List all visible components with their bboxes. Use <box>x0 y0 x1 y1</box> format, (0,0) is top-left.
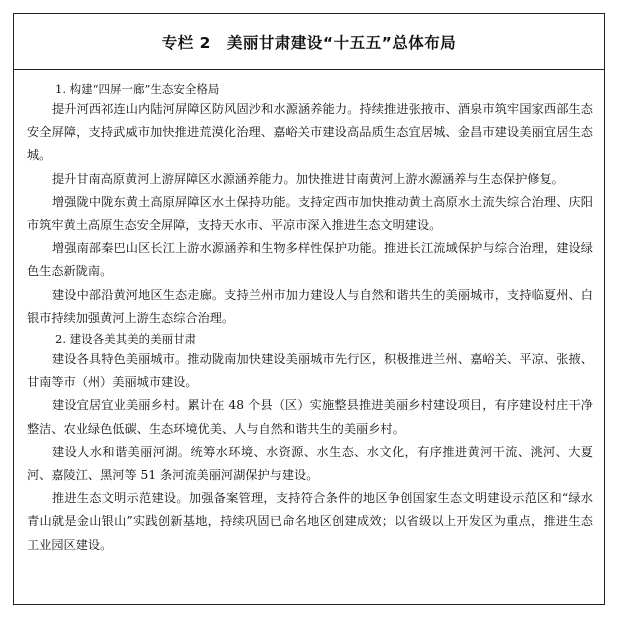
column-box <box>13 13 605 605</box>
title-bar <box>14 14 604 70</box>
section-heading: 1. 构建“四屏一廊”生态安全格局 <box>55 82 220 96</box>
paragraph: 建设人水和谐美丽河湖。统筹水环境、水资源、水生态、水文化，有序推进黄河干流、洮河、大夏河、嘉陵江、黑河等 51 条河流美丽河湖保护与建设。 <box>27 444 593 483</box>
column-content <box>14 70 604 557</box>
paragraph: 推进生态文明示范建设。加强备案管理，支持符合条件的地区争创国家生态文明建设示范区和“绿水青山就是金山银山”实践创新基地，持续巩固已命名地区创建成效；以省级以上开发区为重点，推进生态工业园区建设。 <box>27 491 593 552</box>
paragraph: 建设中部沿黄河地区生态走廊。支持兰州市加力建设人与自然和谐共生的美丽城市，支持临夏州、白银市持续加强黄河上游生态综合治理。 <box>27 287 593 325</box>
paragraph: 建设各具特色美丽城市。推动陇南加快建设美丽城市先行区，积极推进兰州、嘉峪关、平凉、张掖、甘南等市（州）美丽城市建设。 <box>27 352 593 390</box>
section-heading: 2. 建设各美其美的美丽甘肃 <box>55 332 197 347</box>
paragraph: 建设宜居宜业美丽乡村。累计在 48 个县（区）实施整县推进美丽乡村建设项目，有序建设村庄干净整洁、农业绿色低碳、生态环境优美、人与自然和谐共生的美丽乡村。 <box>27 398 593 436</box>
paragraph: 增强南部秦巴山区长江上游水源涵养和生物多样性保护功能。推进长江流域保护与综合治理，建设绿色生态新陇南。 <box>27 241 593 279</box>
column-title: 专栏 2 美丽甘肃建设“十五五”总体布局 <box>161 33 457 52</box>
paragraph: 增强陇中陇东黄土高原屏障区水土保持功能。支持定西市加快推动黄土高原水土流失综合治理、庆阳市筑牢黄土高原生态安全屏障，支持天水市、平凉市深入推进生态文明建设。 <box>27 194 593 233</box>
paragraph: 提升甘南高原黄河上游屏障区水源涵养能力。加快推进甘南黄河上游水源涵养与生态保护修复。 <box>52 171 564 186</box>
paragraph: 提升河西祁连山内陆河屏障区防风固沙和水源涵养能力。持续推进张掖市、酒泉市筑牢国家西部生态安全屏障，支持武威市加快推进荒漠化治理、嘉峪关市建设高品质生态宜居城、金昌市建设美丽宜居生态城。 <box>27 102 593 163</box>
